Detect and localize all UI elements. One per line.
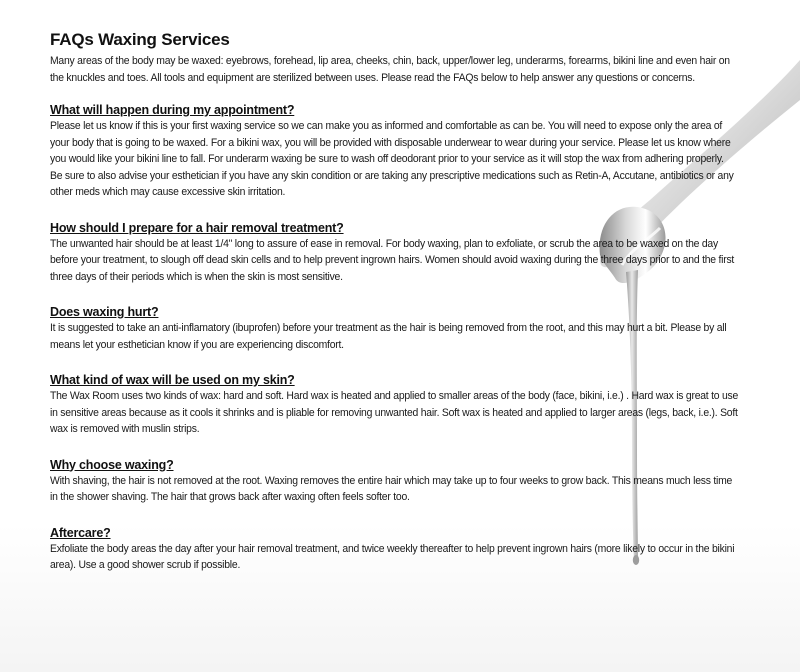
faq-question: How should I prepare for a hair removal treatment?	[50, 220, 344, 235]
answer-paragraph: Exfoliate the body areas the day after your hair removal treatment, and twice weekly thereafter to help prevent ingrown hairs (more likely to occur in the bikini area). Use a good shower scrub if possible.	[50, 542, 735, 571]
intro-paragraph: Many areas of the body may be waxed: eyebrows, forehead, lip area, cheeks, chin, back, upper/lower leg, underarms, forearms, bikini line and even hair on the knuckles and toes. All tools and equipment are sterilized between uses. Please read the FAQs below to help answer any questions or concerns.	[50, 55, 730, 84]
answer-paragraph: The unwanted hair should be at least 1/4" long to assure of ease in removal. For body waxing, plan to exfoliate, or scrub the area to be waxed on the day before your treatment, to slough off dead skin cells and to help prevent ingrown hairs. Women should avoid waxing during the three days prior to and the first three days of their periods which is when the skin is most sensitive.	[50, 237, 735, 283]
faq-section-aftercare	[50, 526, 740, 574]
faq-document	[50, 30, 740, 574]
faq-question: Does waxing hurt?	[50, 305, 159, 319]
faq-answer	[50, 236, 740, 286]
answer-paragraph: Please let us know if this is your first waxing service so we can make you as informed and comfortable as can be. You will need to expose only the area of your body that is going to be waxed. For a bikini wax, you will be provided with disposable underwear to wear during your service. Please let us know where you would like your bikini line to fall. For underarm waxing be sure to wash off deodorant prior to your service as it will stop the wax from adhering properly.	[50, 120, 731, 165]
faq-section-why-waxing	[50, 458, 740, 506]
faq-answer	[50, 320, 740, 353]
faq-answer	[50, 388, 740, 438]
answer-paragraph: Be sure to also advise your esthetician if you have any skin condition or are taking any prescriptive medications such as Retin-A, Accutane, antibiotics or any other meds which may cause excessive skin irritation.	[50, 169, 734, 198]
faq-answer	[50, 473, 740, 506]
faq-question: Why choose waxing?	[50, 457, 174, 472]
answer-paragraph: With shaving, the hair is not removed at the root. Waxing removes the entire hair which may take up to four weeks to grow back. This means much less time in the shower shaving. The hair that grows back after waxing often feels softer too.	[50, 474, 733, 503]
faq-section-wax-kind	[50, 373, 740, 438]
answer-paragraph: It is suggested to take an anti-inflamatory (ibuprofen) before your treatment as the hair is being removed from the root, and this may hurt a bit. Please by all means let your esthetician know if you are experiencing discomfort.	[50, 322, 727, 351]
faq-section-hurt	[50, 305, 740, 353]
faq-question: What will happen during my appointment?	[50, 103, 295, 117]
faq-section-appointment	[50, 103, 740, 201]
answer-paragraph: The Wax Room uses two kinds of wax: hard and soft. Hard wax is heated and applied to smaller areas of the body (face, bikini, i.e.) . Hard wax is great to use in sensitive areas because as it cools it shrinks and is pliable for removing unwanted hair. Soft wax is heated and applied to larger areas (legs, back, i.e.). Soft wax is removed with muslin strips.	[50, 390, 739, 435]
faq-question: Aftercare?	[50, 525, 111, 540]
page-title: FAQs Waxing Services	[50, 30, 230, 49]
faq-question: What kind of wax will be used on my skin?	[50, 373, 295, 387]
faq-answer	[50, 541, 740, 574]
faq-answer	[50, 118, 740, 201]
faq-section-prepare	[50, 221, 740, 286]
